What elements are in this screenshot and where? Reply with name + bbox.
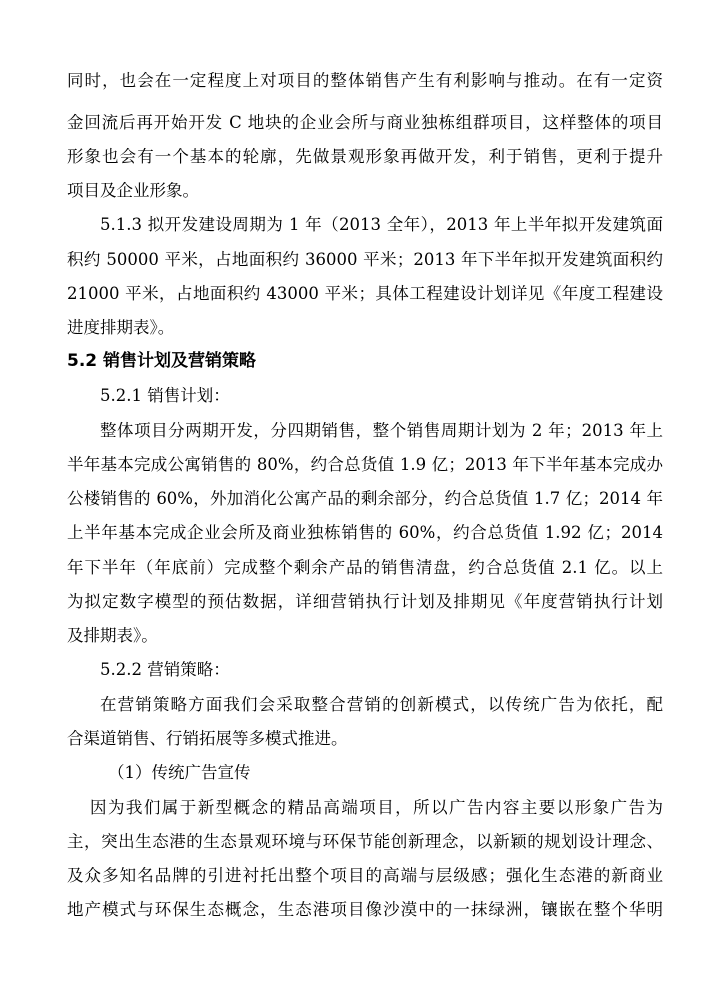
- paragraph-line: 项目及企业形象。: [67, 181, 199, 200]
- paragraph-line: 5.1.3 拟开发建设周期为 1 年（2013 全年），2013 年上半年拟开发建筑面: [100, 215, 663, 234]
- paragraph-line: 地产模式与环保生态概念，生态港项目像沙漠中的一抹绿洲，镶嵌在整个华明: [67, 900, 663, 919]
- paragraph-line: 整体项目分两期开发，分四期销售，整个销售周期计划为 2 年；2013 年上: [100, 421, 663, 440]
- paragraph-line: 21000 平米，占地面积约 43000 平米；具体工程建设计划详见《年度工程建设: [67, 284, 663, 303]
- paragraph-line: 积约 50000 平米，占地面积约 36000 平米；2013 年下半年拟开发建筑面积约: [67, 250, 663, 269]
- section-heading: 5.2 销售计划及营销策略: [67, 351, 257, 371]
- paragraph-line: 为拟定数字模型的预估数据，详细营销执行计划及排期见《年度营销执行计划: [67, 592, 663, 611]
- paragraph-line: 进度排期表》。: [67, 318, 175, 337]
- paragraph-line: 年下半年（年底前）完成整个剩余产品的销售清盘，约合总货值 2.1 亿。以上: [67, 558, 663, 577]
- paragraph-line: 及排期表》。: [67, 626, 158, 645]
- subsection-heading: 5.2.2 营销策略：: [100, 660, 230, 679]
- paragraph-line: 主，突出生态港的生态景观环境与环保节能创新理念，以新颖的规划设计理念、: [67, 832, 663, 851]
- paragraph-line: 金回流后再开始开发 C 地块的企业会所与商业独栋组群项目，这样整体的项目: [67, 113, 663, 132]
- paragraph-line: 合渠道销售、行销拓展等多模式推进。: [67, 729, 348, 748]
- paragraph-line: 在营销策略方面我们会采取整合营销的创新模式，以传统广告为依托，配: [100, 695, 663, 714]
- paragraph-line: 上半年基本完成企业会所及商业独栋销售的 60%，约合总货值 1.92 亿；2014: [67, 523, 663, 542]
- paragraph-line: 形象也会有一个基本的轮廓，先做景观形象再做开发，利于销售，更利于提升: [67, 147, 663, 166]
- subsection-heading: 5.2.1 销售计划：: [100, 386, 230, 405]
- list-item-heading: （1）传统广告宣传: [108, 763, 251, 782]
- paragraph-line: 公楼销售的 60%，外加消化公寓产品的剩余部分，约合总货值 1.7 亿；2014 年: [67, 489, 663, 508]
- paragraph-line: 半年基本完成公寓销售的 80%，约合总货值 1.9 亿；2013 年下半年基本完成办: [67, 455, 663, 474]
- paragraph-line: 及众多知名品牌的引进衬托出整个项目的高端与层级感；强化生态港的新商业: [67, 866, 663, 885]
- paragraph-line: 因为我们属于新型概念的精品高端项目，所以广告内容主要以形象广告为: [90, 798, 663, 817]
- paragraph-line: 同时，也会在一定程度上对项目的整体销售产生有利影响与推动。在有一定资: [67, 71, 663, 90]
